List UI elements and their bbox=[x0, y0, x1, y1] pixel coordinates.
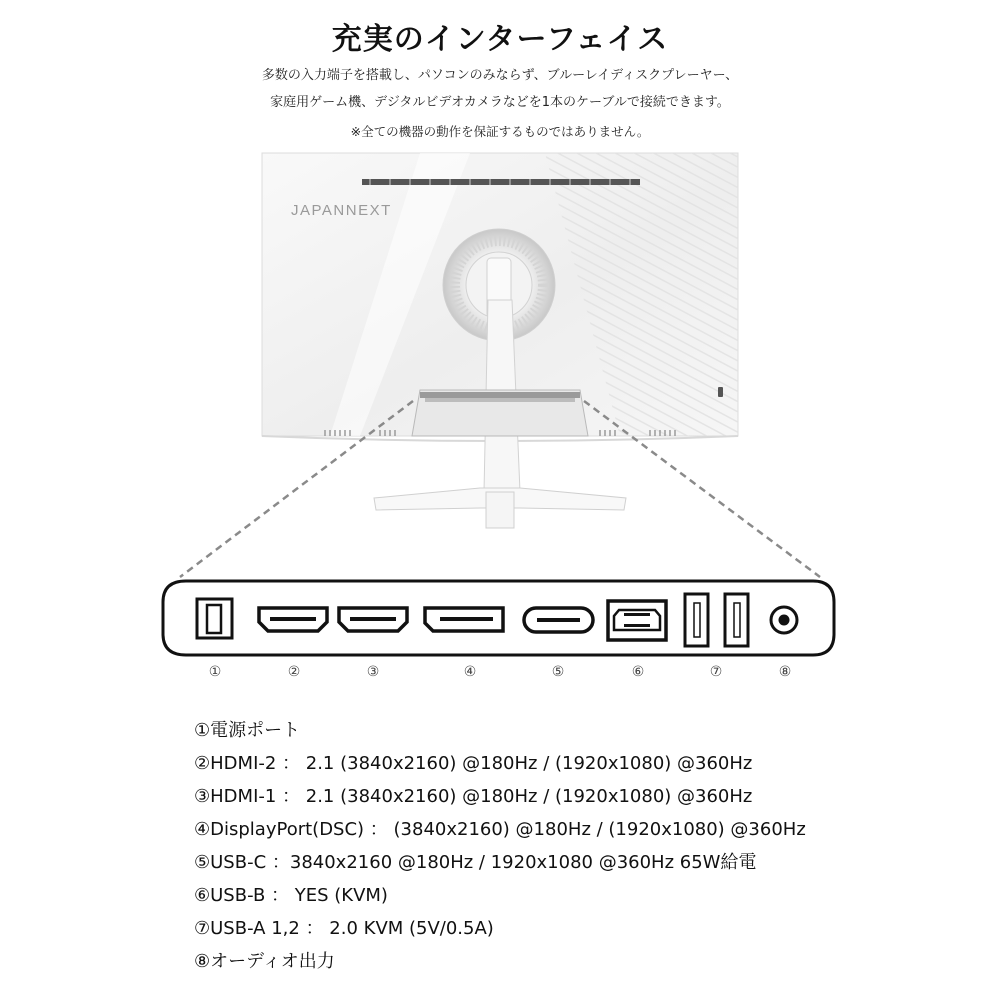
port-number-6: ⑥ bbox=[631, 664, 645, 680]
stand-base bbox=[374, 488, 626, 528]
brand-logo: JAPANNEXT bbox=[291, 202, 392, 219]
spec-hdmi-2: ②HDMI-2 ： 2.1 (3840x2160) @180Hz / (1920x1080) @360Hz bbox=[194, 753, 753, 774]
lock-slot bbox=[718, 387, 723, 397]
description-line-1: 多数の入力端子を搭載し、パソコンのみならず、ブルーレイディスクプレーヤー、 bbox=[261, 68, 739, 83]
port-number-1: ① bbox=[208, 664, 222, 680]
spec-displayport: ④DisplayPort(DSC) ： (3840x2160) @180Hz / (1920x1080) @360Hz bbox=[194, 819, 806, 840]
port-number-4: ④ bbox=[463, 664, 477, 680]
port-number-7: ⑦ bbox=[709, 664, 723, 680]
compatibility-note: ※全ての機器の動作を保証するものではありません。 bbox=[350, 124, 650, 139]
port-number-3: ③ bbox=[366, 664, 380, 680]
port-number-8: ⑧ bbox=[778, 664, 792, 680]
port-number-2: ② bbox=[287, 664, 301, 680]
bottom-port-bay bbox=[412, 390, 588, 436]
spec-usb-b: ⑥USB-B ： YES (KVM) bbox=[194, 885, 388, 906]
page-title: 充実のインターフェイス bbox=[331, 22, 669, 57]
port-number-5: ⑤ bbox=[551, 664, 565, 680]
spec-hdmi-1: ③HDMI-1 ： 2.1 (3840x2160) @180Hz / (1920x1080) @360Hz bbox=[194, 786, 753, 807]
spec-audio-out: ⑧オーディオ出力 bbox=[194, 951, 335, 972]
top-vent bbox=[362, 179, 640, 185]
port-spec-list bbox=[194, 719, 806, 983]
spec-usb-c: ⑤USB-C ：3840x2160 @180Hz / 1920x1080 @360Hz 65W給電 bbox=[194, 852, 757, 873]
spec-power: ①電源ポート bbox=[194, 720, 301, 741]
description-line-2: 家庭用ゲーム機、デジタルビデオカメラなどを1本のケーブルで接続できます。 bbox=[270, 95, 730, 110]
spec-usb-a: ⑦USB-A 1,2 ： 2.0 KVM (5V/0.5A) bbox=[194, 918, 494, 939]
